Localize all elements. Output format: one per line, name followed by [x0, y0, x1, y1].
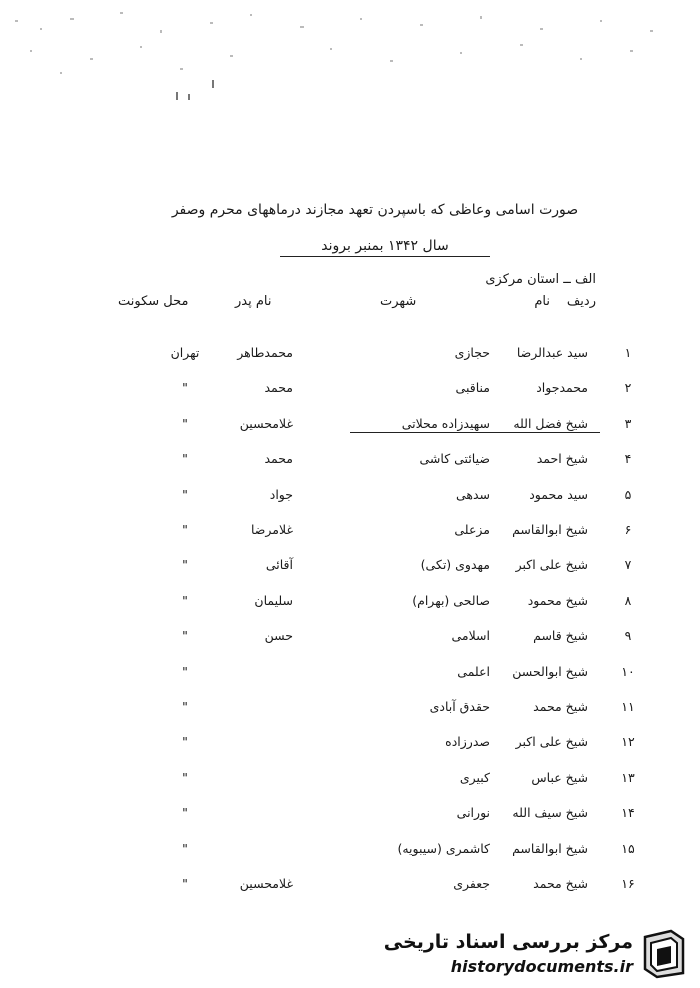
- row-number: ۱۵: [621, 841, 635, 856]
- row-residence: ": [182, 841, 188, 856]
- row-residence: ": [182, 734, 188, 749]
- row-father-name: محمد: [264, 380, 293, 395]
- row-surname: کبیری: [459, 770, 490, 785]
- scan-noise: [0, 0, 700, 110]
- row-number: ۱۰: [621, 664, 635, 679]
- row-father-name: جواد: [269, 487, 293, 502]
- row-father-name: غلامحسین: [239, 876, 293, 891]
- row-surname: صدرزاده: [445, 734, 490, 749]
- row-name: سید محمود: [529, 487, 588, 502]
- row-residence: ": [182, 451, 188, 466]
- row-father-name: محمد: [264, 451, 293, 466]
- row-name: شیخ فضل الله: [513, 416, 588, 431]
- row-number: ۳: [624, 416, 632, 431]
- row-surname: حقدق آبادی: [429, 699, 490, 714]
- row-number: ۱۳: [621, 770, 635, 785]
- org-url: historydocuments.ir: [450, 957, 633, 976]
- row-number: ۱۶: [621, 876, 635, 891]
- row-surname: اسلامی: [451, 628, 490, 643]
- row-residence: ": [182, 522, 188, 537]
- row-number: ۱۲: [621, 734, 635, 749]
- row-number: ۷: [624, 557, 632, 572]
- row-surname: سدهی: [455, 487, 490, 502]
- row-residence: ": [182, 770, 188, 785]
- row-name: شیخ ابوالقاسم: [512, 841, 588, 856]
- row-number: ۸: [624, 593, 632, 608]
- document-subtitle: سال ۱۳۴۲ بمنبر بروند: [280, 238, 490, 257]
- row-residence: ": [182, 876, 188, 891]
- underline-row-3: [350, 432, 600, 433]
- row-surname: سهیدزاده محلاتی: [401, 416, 490, 431]
- row-residence: تهران: [170, 345, 200, 360]
- section-heading: الف ــ استان مرکزی: [485, 272, 596, 287]
- row-surname: مهدوی (تکی): [420, 557, 490, 572]
- row-name: سید عبدالرضا: [516, 345, 588, 360]
- row-residence: ": [182, 380, 188, 395]
- row-father-name: محمدطاهر: [237, 345, 293, 360]
- row-father-name: سلیمان: [254, 593, 293, 608]
- row-father-name: حسن: [264, 628, 293, 643]
- row-name: شیخ محمد: [533, 876, 588, 891]
- row-name: شیخ محمود: [527, 593, 588, 608]
- row-father-name: غلامرضا: [250, 522, 293, 537]
- row-name: شیخ عباس: [531, 770, 588, 785]
- row-name: شیخ احمد: [536, 451, 588, 466]
- header-father-name: نام پدر: [235, 294, 272, 309]
- row-name: شیخ علی اکبر: [515, 734, 588, 749]
- row-name: شیخ قاسم: [533, 628, 588, 643]
- row-surname: ضیائتی کاشی: [419, 451, 490, 466]
- row-name: شیخ محمد: [533, 699, 588, 714]
- row-surname: کاشمری (سیبویه): [397, 841, 490, 856]
- row-name: شیخ علی اکبر: [515, 557, 588, 572]
- row-father-name: غلامحسین: [239, 416, 293, 431]
- row-residence: ": [182, 593, 188, 608]
- org-name: مرکز بررسی اسناد تاریخی: [383, 931, 633, 953]
- row-father-name: آقائی: [265, 557, 293, 572]
- row-name: محمدجواد: [536, 380, 588, 395]
- row-residence: ": [182, 805, 188, 820]
- row-name: شیخ سیف الله: [512, 805, 588, 820]
- row-name: شیخ ابوالقاسم: [512, 522, 588, 537]
- header-surname: شهرت: [380, 294, 417, 309]
- row-residence: ": [182, 699, 188, 714]
- header-name: نام: [534, 294, 550, 309]
- row-surname: نورانی: [456, 805, 490, 820]
- row-number: ۴: [624, 451, 632, 466]
- row-residence: ": [182, 628, 188, 643]
- row-residence: ": [182, 557, 188, 572]
- row-surname: مناقبی: [455, 380, 490, 395]
- row-residence: ": [182, 487, 188, 502]
- row-residence: ": [182, 416, 188, 431]
- row-number: ۱۱: [621, 699, 635, 714]
- row-name: شیخ ابوالحسن: [512, 664, 588, 679]
- footer-watermark: [383, 925, 695, 983]
- header-row-number: ردیف: [566, 294, 596, 309]
- archive-logo-icon: [641, 929, 687, 979]
- row-residence: ": [182, 664, 188, 679]
- row-number: ۹: [624, 628, 632, 643]
- row-surname: صالحی (بهرام): [412, 593, 490, 608]
- row-number: ۲: [624, 380, 632, 395]
- row-number: ۶: [624, 522, 632, 537]
- row-surname: مزعلی: [454, 522, 490, 537]
- row-number: ۱۴: [621, 805, 635, 820]
- header-residence: محل سکونت: [118, 294, 189, 309]
- row-number: ۵: [624, 487, 632, 502]
- row-surname: حجازی: [454, 345, 490, 360]
- row-surname: جعفری: [453, 876, 490, 891]
- row-surname: اعلمی: [457, 664, 490, 679]
- document-title: صورت اسامی وعاظی که باسپردن تعهد مجازند درماههای محرم وصفر: [171, 202, 579, 218]
- row-number: ۱: [624, 345, 632, 360]
